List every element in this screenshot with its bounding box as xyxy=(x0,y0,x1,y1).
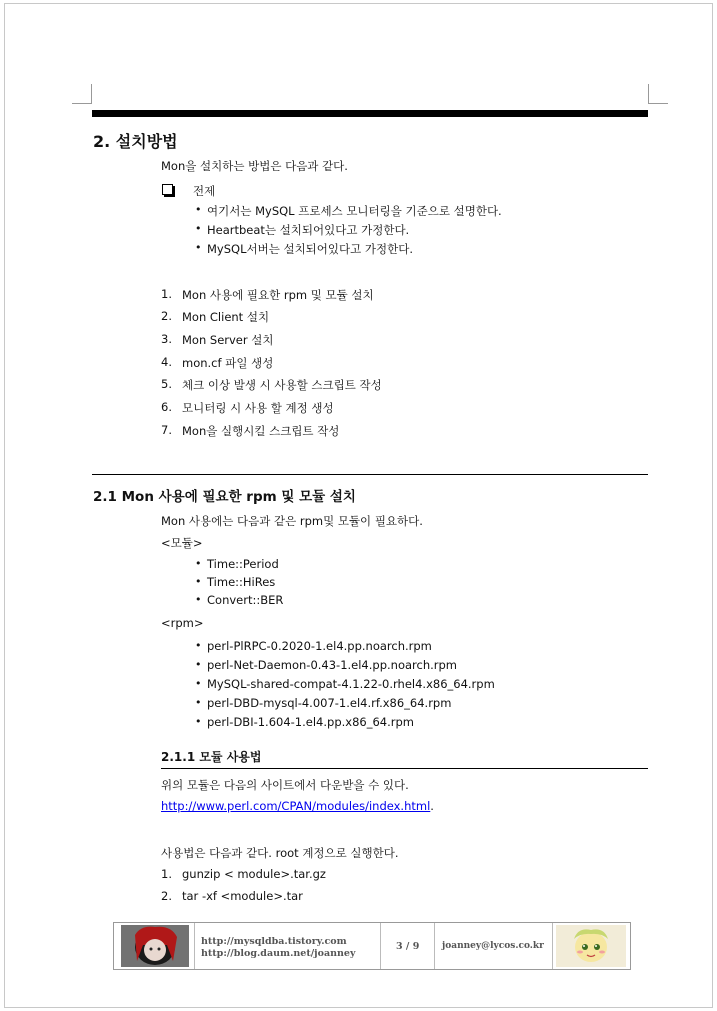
footer-email-cell xyxy=(434,923,553,969)
premise-item: • Heartbeat는 설치되어있다고 가정한다. xyxy=(207,222,409,238)
crop-mark-top-left xyxy=(72,84,92,104)
module-item: • Time::HiRes xyxy=(207,575,275,589)
subsection-heading: 2.1 Mon 사용에 필요한 rpm 및 모듈 설치 xyxy=(93,489,356,505)
link-line xyxy=(161,799,434,813)
footer-url-cell xyxy=(194,923,381,969)
subsection-intro: Mon 사용에는 다음과 같은 rpm및 모듈이 필요하다. xyxy=(161,514,423,528)
character-icon xyxy=(556,925,626,967)
step-number: 7. xyxy=(161,423,172,437)
footer-url-1: http://mysqldba.tistory.com xyxy=(201,936,347,947)
section-heading: 2. 설치방법 xyxy=(93,132,178,151)
footer-avatar-cell xyxy=(114,923,195,969)
premise-item: • 여기서는 MySQL 프로세스 모니터링을 기준으로 설명한다. xyxy=(207,203,502,219)
footer-url-2: http://blog.daum.net/joanney xyxy=(201,948,356,959)
step-text: Mon Client 설치 xyxy=(182,310,270,324)
usage-step-text: gunzip < module>.tar.gz xyxy=(182,867,326,881)
usage-step-number: 1. xyxy=(161,867,172,881)
module-item: • Time::Period xyxy=(207,557,279,571)
premise-label: 전제 xyxy=(193,184,216,198)
step-text: 체크 이상 발생 시 사용할 스크립트 작성 xyxy=(182,378,382,392)
cpan-link[interactable]: http://www.perl.com/CPAN/modules/index.html xyxy=(161,799,431,813)
footer-character-cell xyxy=(552,923,630,969)
step-text: mon.cf 파일 생성 xyxy=(182,356,274,370)
footer-email: joanney@lycos.co.kr xyxy=(442,941,544,951)
avatar-icon xyxy=(121,925,189,967)
modules-label: <모듈> xyxy=(161,536,203,550)
checkbox-bullet-icon xyxy=(162,184,173,195)
rpm-item: • perl-DBD-mysql-4.007-1.el4.rf.x86_64.rpm xyxy=(207,696,451,710)
step-text: Mon Server 설치 xyxy=(182,333,274,347)
usage-step-number: 2. xyxy=(161,889,172,903)
rpm-item: • perl-Net-Daemon-0.43-1.el4.pp.noarch.rpm xyxy=(207,658,457,672)
rpm-item: • MySQL-shared-compat-4.1.22-0.rhel4.x86_64.rpm xyxy=(207,677,495,691)
step-number: 4. xyxy=(161,355,172,369)
link-suffix: . xyxy=(430,799,434,813)
module-item: • Convert::BER xyxy=(207,593,283,607)
download-text: 위의 모듈은 다음의 사이트에서 다운받을 수 있다. xyxy=(161,778,409,792)
subsubsection-heading: 2.1.1 모듈 사용법 xyxy=(161,750,262,764)
step-text: Mon을 실행시킬 스크립트 작성 xyxy=(182,424,340,438)
usage-step-text: tar -xf <module>.tar xyxy=(182,889,303,903)
step-number: 5. xyxy=(161,377,172,391)
rpm-item: • perl-DBI-1.604-1.el4.pp.x86_64.rpm xyxy=(207,715,414,729)
step-number: 3. xyxy=(161,332,172,346)
crop-mark-top-right xyxy=(648,84,668,104)
page-number: 3 / 9 xyxy=(396,941,420,952)
section-intro: Mon을 설치하는 방법은 다음과 같다. xyxy=(161,159,348,173)
footer-page-cell xyxy=(380,923,435,969)
usage-intro: 사용법은 다음과 같다. root 계정으로 실행한다. xyxy=(161,846,399,860)
section-divider xyxy=(92,474,648,475)
rpm-item: • perl-PlRPC-0.2020-1.el4.pp.noarch.rpm xyxy=(207,639,432,653)
step-text: 모니터링 시 사용 할 계정 생성 xyxy=(182,401,334,415)
premise-item: • MySQL서버는 설치되어있다고 가정한다. xyxy=(207,241,413,257)
header-rule xyxy=(92,110,648,117)
subsubsection-rule xyxy=(161,768,648,769)
step-number: 1. xyxy=(161,287,172,301)
page-footer xyxy=(113,922,631,970)
step-number: 6. xyxy=(161,400,172,414)
step-number: 2. xyxy=(161,309,172,323)
step-text: Mon 사용에 필요한 rpm 및 모듈 설치 xyxy=(182,288,374,302)
rpm-label: <rpm> xyxy=(161,616,204,630)
